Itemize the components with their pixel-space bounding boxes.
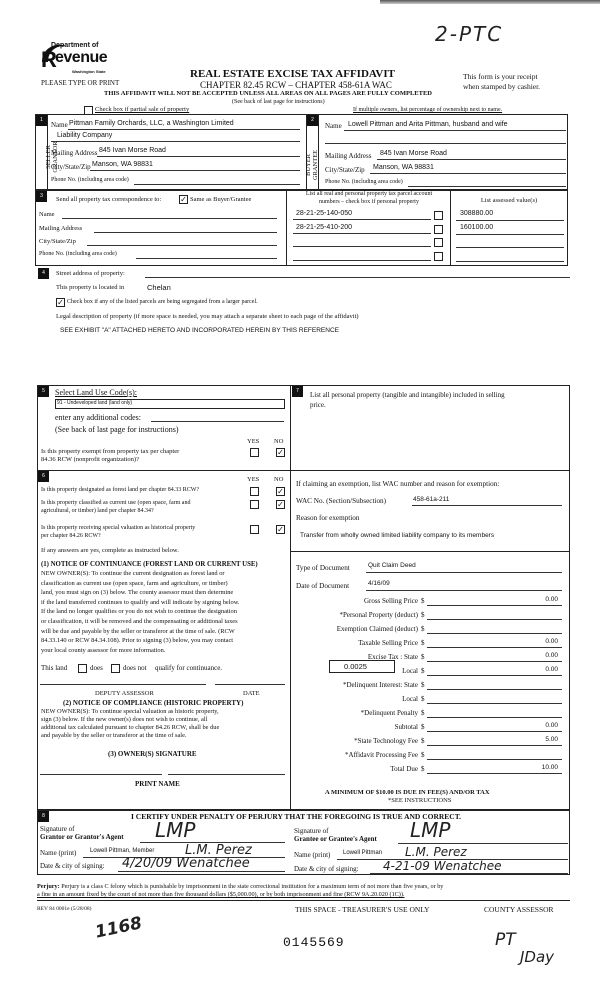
amount-value[interactable]: 10.00: [541, 764, 558, 771]
parcel-header-2: numbers – check box if personal property: [319, 199, 419, 205]
question-line-1: Is this property classified as current use (open space, farm and: [41, 500, 191, 506]
amount-label: Total Due: [390, 765, 418, 773]
located-in-value[interactable]: Chelan: [147, 283, 171, 292]
correspondence-mailing-field[interactable]: [94, 232, 277, 233]
owner-signature-line-2[interactable]: [168, 774, 285, 775]
grantor-name-handwritten: L.M. Perez: [185, 843, 252, 858]
reason-label: Reason for exemption: [296, 514, 360, 522]
amount-label: *Delinquent Penalty: [360, 709, 418, 717]
grantor-signature[interactable]: LMP: [155, 818, 196, 842]
exempt-question-1: Is this property exempt from property tax per chapter: [41, 448, 180, 455]
seller-mailing-value[interactable]: 845 Ivan Morse Road: [99, 147, 166, 154]
section-3-divider-2: [450, 190, 451, 266]
doc-type-underline: [366, 572, 562, 573]
grantee-date-label: Date & city of signing:: [294, 865, 359, 873]
print-name-label: PRINT NAME: [135, 780, 180, 788]
amount-underline: [427, 703, 562, 704]
section5-no-header: NO: [274, 438, 284, 445]
same-as-buyer-label: Same as Buyer/Grantee: [190, 196, 252, 203]
dollar-sign: $: [421, 723, 425, 731]
grantor-date-value[interactable]: 4/20/09 Wenatchee: [122, 856, 250, 871]
amount-underline: [427, 773, 562, 774]
section5-yes-header: YES: [247, 438, 260, 445]
legal-description-label: Legal description of property (if more space is needed, you may attach a separate sheet to each page of the affidavit): [56, 313, 359, 320]
street-address-field[interactable]: [145, 277, 570, 278]
completion-warning: THIS AFFIDAVIT WILL NOT BE ACCEPTED UNLESS ALL AREAS ON ALL PAGES ARE FULLY COMPLETED: [104, 90, 432, 97]
buyer-label: BUYER: [305, 153, 312, 177]
owner-signature-title: (3) OWNER(S) SIGNATURE: [108, 750, 197, 758]
additional-codes-field[interactable]: [151, 421, 284, 422]
section-6-badge: 6: [38, 471, 49, 482]
doc-date-underline: [366, 590, 562, 591]
section-2-badge: 2: [307, 115, 318, 126]
parcel-number[interactable]: 28-21-25-410-200: [296, 223, 353, 231]
logo-name: evenue: [55, 49, 108, 66]
question-yes-checkbox[interactable]: [250, 500, 259, 509]
amount-underline: [427, 689, 562, 690]
correspondence-phone-field[interactable]: [136, 258, 277, 259]
checkmark-icon: ✓: [57, 298, 64, 307]
wac-underline: [412, 505, 562, 506]
section-7-doc-divider: [290, 551, 570, 552]
notice1-line: will be due and payable by the seller or transferor at the time of sale. (RCW: [41, 627, 235, 635]
located-in-label: This property is located in: [56, 284, 125, 291]
amount-value[interactable]: 0.00: [545, 638, 558, 645]
handwritten-1168: 1168: [93, 913, 144, 943]
grantee-signature-line: [398, 843, 568, 844]
question-line-1: Is this property receiving special valuation as historical property: [41, 525, 196, 531]
buyer-name-underline-2: [325, 143, 566, 144]
exemption-label: If claiming an exemption, list WAC number and reason for exemption:: [296, 480, 500, 488]
correspondence-city-label: City/State/Zip: [39, 238, 76, 245]
seller-name-underline-1: [68, 129, 300, 130]
dollar-sign: $: [421, 639, 425, 647]
notice2-line: sign (3) below. If the new owner(s) does not wish to continue, all: [41, 716, 208, 723]
perjury-bold: Perjury:: [37, 883, 60, 890]
form-chapter: CHAPTER 82.45 RCW – CHAPTER 458-61A WAC: [200, 80, 392, 90]
parcel-number-underline: [293, 260, 431, 261]
qualify-label: qualify for continuance.: [155, 664, 223, 672]
receipt-note-1: This form is your receipt: [463, 72, 538, 81]
multiple-owners-note: If multiple owners, list percentage of ownership next to name.: [353, 107, 503, 113]
doc-date-label: Date of Document: [296, 582, 350, 590]
deputy-assessor-signature-line[interactable]: [40, 684, 206, 685]
grantee-name-handwritten: L.M. Perez: [405, 845, 467, 859]
notice2-line: additional tax calculated pursuant to chapter 84.26 RCW, shall be due: [41, 724, 220, 731]
grantee-signature[interactable]: LMP: [410, 818, 451, 842]
grantee-sig-label-1: Signature of: [294, 827, 329, 835]
handwritten-annotation-top: 2-PTC: [435, 22, 504, 46]
amount-label: Local: [402, 667, 418, 675]
notice1-line: or classification, it will be removed and the compensating or additional taxes: [41, 618, 238, 625]
amount-underline: [427, 759, 562, 760]
additional-codes-label: enter any additional codes:: [55, 413, 141, 422]
correspondence-city-field[interactable]: [87, 245, 277, 246]
dollar-sign: $: [421, 611, 425, 619]
assessed-header: List assessed value(s): [480, 197, 538, 204]
section-6-top-border: [37, 470, 290, 471]
notice2-title: (2) NOTICE OF COMPLIANCE (HISTORIC PROPERTY): [63, 699, 244, 707]
same-as-buyer-checkbox[interactable]: [179, 195, 188, 204]
seller-name-value-1[interactable]: Pittman Family Orchards, LLC, a Washington Limited: [69, 120, 234, 127]
question-yes-checkbox[interactable]: [250, 487, 259, 496]
amount-label: Gross Selling Price: [363, 597, 418, 605]
notice1-line: 84.33.140 or RCW 84.34.108). Prior to signing (3) below, you may contact: [41, 637, 234, 645]
seller-phone-label: Phone No. (including area code): [51, 177, 129, 183]
seller-phone-field[interactable]: [134, 184, 300, 185]
deputy-assessor-label: DEPUTY ASSESSOR: [95, 690, 154, 697]
parcel-number-underline: [293, 219, 431, 220]
grantor-name-label: Name (print): [40, 849, 77, 857]
amount-label: Taxable Selling Price: [358, 639, 418, 647]
parcel-number-underline: [293, 246, 431, 247]
handwritten-jday: JDay: [520, 948, 555, 966]
section-7-exemption-divider: [290, 470, 570, 471]
local-rate-value: 0.0025: [344, 662, 367, 671]
section-7-badge: 7: [292, 386, 303, 397]
notice1-line: If the land no longer qualifies or you do not wish to continue the designation: [41, 608, 237, 616]
amount-underline: [427, 605, 562, 606]
buyer-city-underline: [370, 173, 566, 174]
grantor-sig-label-1: Signature of: [40, 825, 75, 833]
personal-property-checkbox[interactable]: [434, 225, 443, 234]
buyer-city-label: City/State/Zip: [325, 166, 365, 174]
amount-label: *Affidavit Processing Fee: [345, 751, 418, 759]
exempt-question-2: 84.36 RCW (nonprofit organization)?: [41, 456, 139, 463]
personal-property-checkbox[interactable]: [434, 238, 443, 247]
seller-mailing-underline: [97, 156, 300, 157]
amount-label: Excise Tax : State: [367, 653, 418, 661]
does-not-qualify-checkbox[interactable]: [111, 664, 120, 673]
amount-underline: [427, 619, 562, 620]
footer-divider: [37, 900, 570, 901]
personal-property-checkbox[interactable]: [434, 252, 443, 261]
correspondence-name-label: Name: [39, 211, 55, 218]
seller-city-label: City/State/Zip: [51, 163, 91, 171]
doc-type-label: Type of Document: [296, 564, 350, 572]
section5-see-back: (See back of last page for instructions): [55, 425, 179, 434]
question-yes-checkbox[interactable]: [250, 525, 259, 534]
assessed-value-underline: [456, 247, 564, 248]
doc-type-value[interactable]: Quit Claim Deed: [368, 562, 416, 569]
segregated-label: Check box if any of the listed parcels are being segregated from a larger parcel.: [67, 299, 258, 305]
amount-label: *State Technology Fee: [354, 737, 418, 745]
dor-logo: [38, 40, 128, 80]
land-use-value: 91 - Undeveloped land (land only): [57, 400, 133, 406]
section-5-7-divider: [290, 385, 291, 810]
seller-label: SELLER: [45, 145, 52, 169]
question-line-2: per chapter 84.26 RCW?: [41, 533, 101, 539]
seller-name-label: Name: [51, 121, 68, 129]
buyer-name-label: Name: [325, 122, 342, 130]
form-title: REAL ESTATE EXCISE TAX AFFIDAVIT: [190, 68, 395, 80]
form-revision: REV 84 0001e (5/28/08): [37, 906, 92, 912]
reason-value[interactable]: Transfer from wholly owned limited liability company to its members: [300, 532, 495, 539]
question-line-1: Is this property designated as forest land per chapter 84.33 RCW?: [41, 487, 200, 493]
dollar-sign: $: [421, 681, 425, 689]
correspondence-label: Send all property tax correspondence to:: [56, 196, 162, 203]
correspondence-name-field[interactable]: [62, 218, 277, 219]
checkmark-icon: ✓: [180, 195, 187, 204]
assessed-value-underline: [456, 261, 564, 262]
grantee-sig-label-2: Grantee or Grantee's Agent: [294, 835, 377, 843]
amount-label: Exemption Claimed (deduct): [336, 625, 418, 633]
question-line-2: agricultural, or timber) land per chapter 84.34?: [41, 508, 154, 514]
seller-mailing-label: Mailing Address: [51, 149, 98, 157]
grantor-sig-label-2: Grantor or Grantor's Agent: [40, 833, 124, 841]
amount-label: *Personal Property (deduct): [339, 611, 418, 619]
partial-sale-label: Check box if partial sale of property: [95, 106, 190, 113]
grantor-label: GRANTOR: [52, 141, 59, 173]
buyer-name-underline: [344, 130, 566, 131]
exempt-yes-checkbox[interactable]: [250, 448, 259, 457]
section6-yes-header: YES: [247, 476, 260, 483]
dollar-sign: $: [421, 597, 425, 605]
amount-value[interactable]: 5.00: [545, 736, 558, 743]
parcel-number[interactable]: 28-21-25-140-050: [296, 210, 353, 217]
receipt-note-2: when stamped by cashier.: [463, 82, 541, 91]
dollar-sign: $: [421, 737, 425, 745]
owner-signature-line-1[interactable]: [40, 774, 162, 775]
grantee-name-label: Name (print): [294, 851, 331, 859]
dollar-sign: $: [421, 653, 425, 661]
assessed-value-underline: [456, 234, 564, 235]
notice1-line: land, you must sign on (3) below. The county assessor must then determine: [41, 589, 234, 597]
assessed-value-underline: [456, 220, 564, 221]
grantor-name-value[interactable]: Lowell Pittman, Member: [90, 848, 155, 854]
section-3-divider-1: [286, 190, 287, 266]
buyer-grantee-label: [305, 145, 319, 185]
exempt-no-checkbox[interactable]: [276, 448, 285, 457]
scan-edge-shadow: [380, 0, 600, 4]
buyer-mailing-label: Mailing Address: [325, 152, 372, 160]
street-address-label: Street address of property:: [56, 270, 125, 277]
correspondence-phone-label: Phone No. (including area code): [39, 251, 117, 257]
amount-value[interactable]: 0.00: [545, 652, 558, 659]
does-qualify-checkbox[interactable]: [78, 664, 87, 673]
does-not-label: does not: [123, 664, 147, 672]
please-type-note: PLEASE TYPE OR PRINT: [41, 79, 120, 87]
dollar-sign: $: [421, 695, 425, 703]
logo-state: Washington State: [72, 69, 106, 74]
seller-name-underline-2: [51, 141, 300, 142]
see-back-note: (See back of last page for instructions): [232, 99, 325, 105]
see-instructions-note: *SEE INSTRUCTIONS: [388, 797, 452, 804]
recording-stamp-number: 0145569: [283, 935, 345, 950]
section-4-badge: 4: [38, 268, 49, 279]
seller-city-underline: [90, 170, 300, 171]
notice1-line: classification as current use (open space, farm and agriculture, or timber): [41, 579, 228, 587]
grantor-date-underline: [118, 871, 285, 872]
section-3-badge: 3: [36, 191, 47, 202]
grantee-name-value[interactable]: Lowell Pittman: [343, 850, 383, 856]
section6-no-header: NO: [274, 476, 284, 483]
notice2-line: NEW OWNER(S): To continue special valuation as historic property,: [41, 708, 219, 715]
deputy-date-label: DATE: [243, 690, 260, 697]
logo-dept-text: Department of: [51, 42, 99, 49]
logo-initial: R: [41, 47, 56, 72]
buyer-phone-field[interactable]: [408, 186, 566, 187]
dollar-sign: $: [421, 667, 425, 675]
doc-date-value[interactable]: 4/16/09: [368, 580, 390, 587]
amount-label: Subtotal: [394, 723, 418, 731]
parcel-number-underline: [293, 233, 431, 234]
amount-underline: [427, 731, 562, 732]
land-use-label: Select Land Use Code(s):: [55, 388, 137, 397]
perjury-text-1: Perjury is a class C felony which is punishable by imprisonment in the state correctional institution for a maximum term of not more than five years, or by: [61, 883, 444, 890]
dollar-sign: $: [421, 765, 425, 773]
assessed-value[interactable]: 160100.00: [460, 223, 494, 231]
amount-label: *Delinquent Interest: State: [342, 681, 418, 689]
wac-label: WAC No. (Section/Subsection): [296, 497, 387, 505]
personal-property-label-2: price.: [310, 401, 326, 409]
parcel-header-1: List all real and personal property tax parcel account: [305, 191, 433, 197]
assessed-value[interactable]: 308880.00: [460, 210, 494, 217]
notice1-line: if the land transferred continues to qualify and will indicate by signing below.: [41, 598, 240, 606]
dollar-sign: $: [421, 751, 425, 759]
checkmark-icon: ✓: [277, 448, 284, 457]
wac-value[interactable]: 458-61a-211: [413, 496, 450, 503]
question-no-checkbox[interactable]: ✓: [277, 525, 284, 534]
notice2-line: and payable by the seller or transferor at the time of sale.: [41, 732, 187, 739]
notice1-title: (1) NOTICE OF CONTINUANCE (FOREST LAND OR CURRENT USE): [41, 561, 258, 568]
amount-underline: [427, 647, 562, 648]
amount-label: Local: [402, 695, 418, 703]
section-8-badge: 8: [38, 811, 49, 822]
section-1-badge: 1: [36, 115, 47, 126]
amount-underline: [427, 661, 562, 662]
dollar-sign: $: [421, 625, 425, 633]
perjury-line-2: a fine in an amount fixed by the court of not more than five thousand dollars ($5,000.00), or by both imprisonment and fine (RCW 9A.20.020 (1C)).: [37, 891, 405, 898]
amount-value[interactable]: 0.00: [545, 666, 558, 673]
question-no-checkbox[interactable]: ✓: [277, 500, 284, 509]
seller-name-value-2[interactable]: Liability Company: [57, 132, 113, 139]
amount-underline: [427, 745, 562, 746]
personal-property-checkbox[interactable]: [434, 211, 443, 220]
segregated-checkbox[interactable]: [56, 298, 65, 307]
this-land-label: This land: [41, 664, 68, 672]
notice1-line: NEW OWNER(S): To continue the current designation as forest land or: [41, 570, 225, 577]
buyer-phone-label: Phone No. (including area code): [325, 179, 403, 185]
certification-statement: I CERTIFY UNDER PENALTY OF PERJURY THAT THE FOREGOING IS TRUE AND CORRECT.: [131, 812, 462, 821]
correspondence-mailing-label: Mailing Address: [39, 225, 83, 232]
legal-description-value[interactable]: SEE EXHIBIT "A" ATTACHED HERETO AND INCORPORATED HEREIN BY THIS REFERENCE: [60, 327, 339, 334]
notice1-line: your local county assessor for more information.: [41, 646, 166, 654]
treasurer-use-label: THIS SPACE - TREASURER'S USE ONLY: [295, 905, 430, 914]
grantor-date-label: Date & city of signing:: [40, 862, 105, 870]
dollar-sign: $: [421, 709, 425, 717]
buyer-city-value[interactable]: Manson, WA 98831: [373, 164, 434, 171]
does-label: does: [90, 664, 103, 672]
perjury-line-1: [37, 883, 443, 890]
section-5-badge: 5: [38, 386, 49, 397]
question-no-checkbox[interactable]: ✓: [277, 487, 284, 496]
amount-value[interactable]: 0.00: [545, 596, 558, 603]
county-assessor-label: COUNTY ASSESSOR: [484, 905, 554, 914]
handwritten-pt: PT: [495, 930, 516, 950]
amount-value[interactable]: 0.00: [545, 722, 558, 729]
grantee-label: GRANTEE: [312, 149, 319, 181]
grantee-date-underline: [370, 873, 568, 874]
grantee-date-value[interactable]: 4-21-09 Wenatchee: [383, 859, 502, 873]
amount-underline: [427, 633, 562, 634]
buyer-mailing-underline: [377, 159, 566, 160]
seller-grantor-label: [45, 137, 59, 177]
if-yes-note: If any answers are yes, complete as instructed below.: [41, 547, 179, 554]
buyer-mailing-value[interactable]: 845 Ivan Morse Road: [380, 150, 447, 157]
personal-property-label-1: List all personal property (tangible and intangible) included in selling: [310, 391, 505, 399]
minimum-due-note: A MINIMUM OF $10.00 IS DUE IN FEE(S) AND/OR TAX: [325, 789, 490, 796]
deputy-date-line[interactable]: [215, 684, 285, 685]
buyer-name-value[interactable]: Lowell Pittman and Arita Pittman, husband and wife: [348, 121, 508, 128]
amount-underline: [427, 717, 562, 718]
amount-underline: [427, 675, 562, 676]
seller-city-value[interactable]: Manson, WA 98831: [92, 161, 153, 168]
